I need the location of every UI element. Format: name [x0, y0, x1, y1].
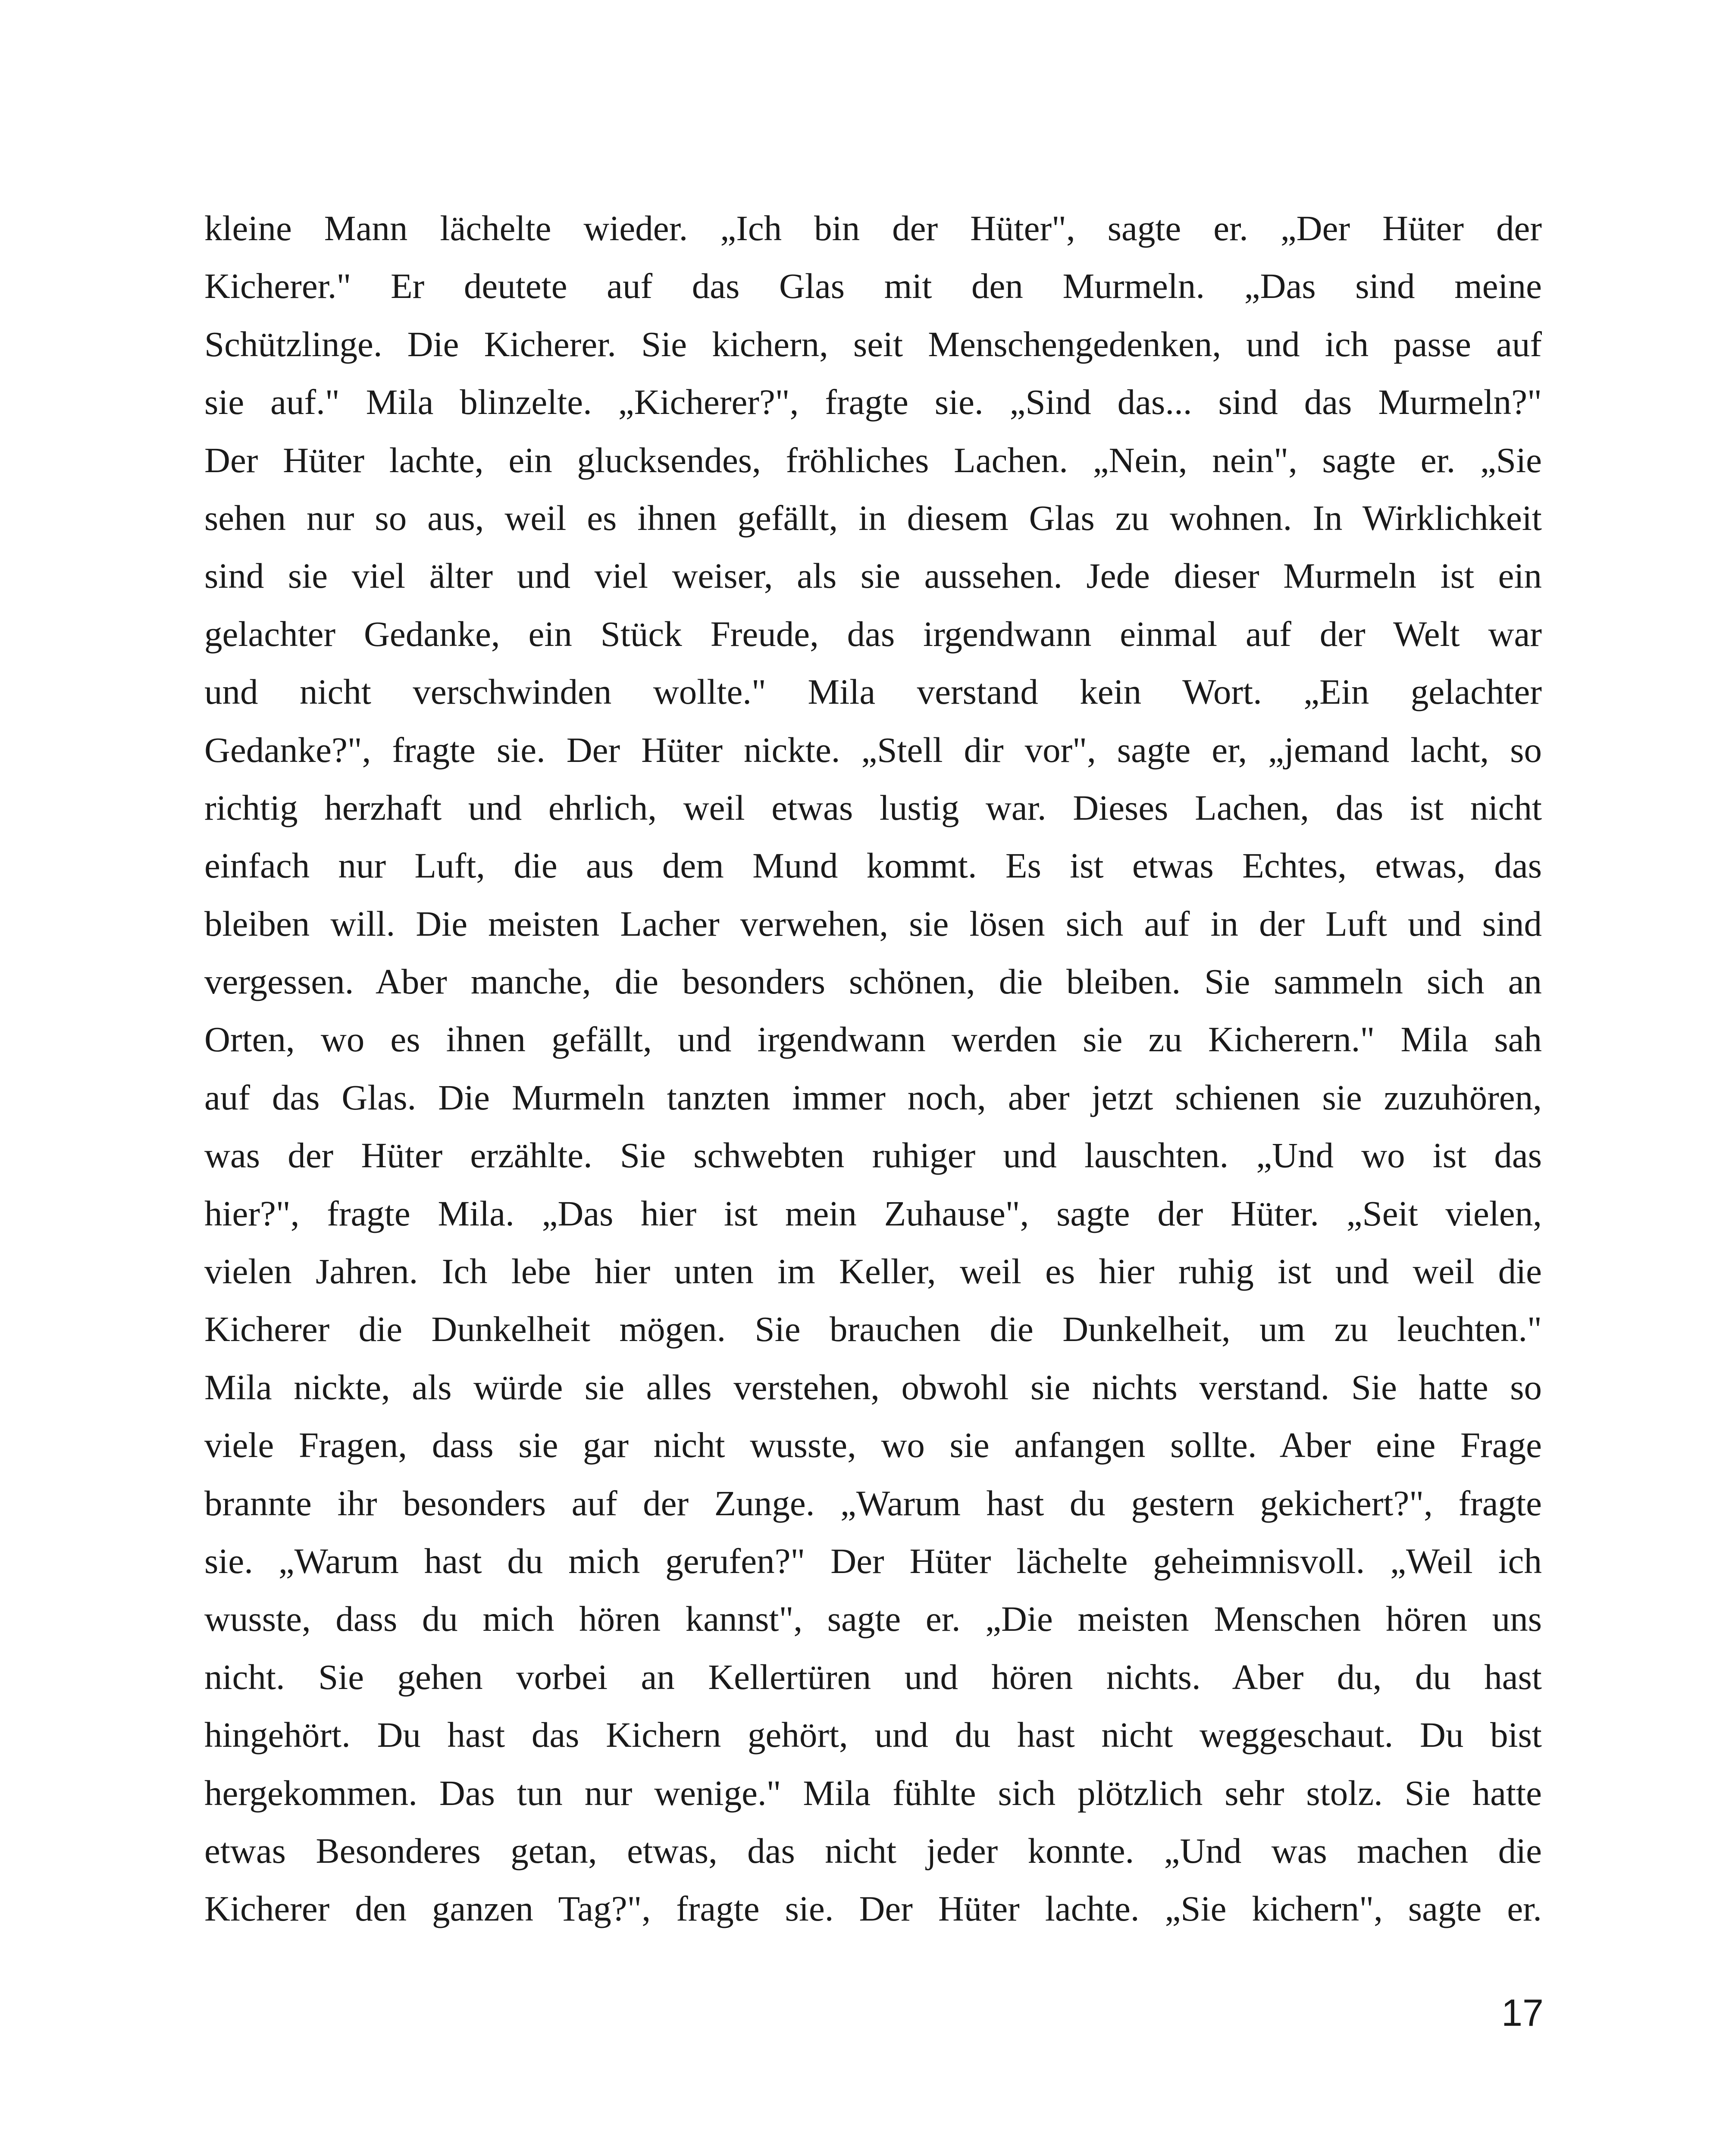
text-line: hingehört. Du hast das Kichern gehört, und du hast nicht weggeschaut. Du bist [204, 1715, 1542, 1755]
text-line: kleine Mann lächelte wieder. „Ich bin der Hüter", sagte er. „Der Hüter der [204, 208, 1542, 248]
text-line: Der Hüter lachte, ein glucksendes, fröhliches Lachen. „Nein, nein", sagte er. „Sie [204, 440, 1542, 480]
text-line: Mila nickte, als würde sie alles verstehen, obwohl sie nichts verstand. Sie hatte so [204, 1367, 1542, 1407]
text-line: vergessen. Aber manche, die besonders schönen, die bleiben. Sie sammeln sich an [204, 962, 1542, 1002]
text-line: Kicherer." Er deutete auf das Glas mit den Murmeln. „Das sind meine [204, 266, 1542, 306]
text-line: bleiben will. Die meisten Lacher verwehen, sie lösen sich auf in der Luft und sind [204, 903, 1542, 943]
body-text [204, 199, 1542, 1938]
text-line: Schützlinge. Die Kicherer. Sie kichern, seit Menschengedenken, und ich passe auf [204, 324, 1542, 364]
text-line: Kicherer die Dunkelheit mögen. Sie brauchen die Dunkelheit, um zu leuchten." [204, 1309, 1542, 1349]
text-line: hier?", fragte Mila. „Das hier ist mein Zuhause", sagte der Hüter. „Seit vielen, [204, 1193, 1542, 1233]
text-line: brannte ihr besonders auf der Zunge. „Warum hast du gestern gekichert?", fragte [204, 1483, 1542, 1523]
text-line: gelachter Gedanke, ein Stück Freude, das irgendwann einmal auf der Welt war [204, 614, 1542, 654]
text-line: einfach nur Luft, die aus dem Mund kommt. Es ist etwas Echtes, etwas, das [204, 846, 1542, 886]
text-line: was der Hüter erzählte. Sie schwebten ruhiger und lauschten. „Und wo ist das [204, 1135, 1542, 1175]
text-line: viele Fragen, dass sie gar nicht wusste, wo sie anfangen sollte. Aber eine Frage [204, 1425, 1542, 1465]
text-line: richtig herzhaft und ehrlich, weil etwas lustig war. Dieses Lachen, das ist nicht [204, 787, 1542, 827]
text-line: Orten, wo es ihnen gefällt, und irgendwann werden sie zu Kicherern." Mila sah [204, 1019, 1542, 1059]
text-line: Kicherer den ganzen Tag?", fragte sie. Der Hüter lachte. „Sie kichern", sagte er. [204, 1889, 1542, 1929]
text-line: sehen nur so aus, weil es ihnen gefällt, in diesem Glas zu wohnen. In Wirklichkeit [204, 498, 1542, 538]
text-line: auf das Glas. Die Murmeln tanzten immer noch, aber jetzt schienen sie zuzuhören, [204, 1077, 1542, 1117]
text-line: sie. „Warum hast du mich gerufen?" Der Hüter lächelte geheimnisvoll. „Weil ich [204, 1541, 1542, 1581]
text-line: Gedanke?", fragte sie. Der Hüter nickte. „Stell dir vor", sagte er, „jemand lacht, so [204, 730, 1542, 770]
text-line: etwas Besonderes getan, etwas, das nicht jeder konnte. „Und was machen die [204, 1830, 1542, 1871]
text-line: und nicht verschwinden wollte." Mila verstand kein Wort. „Ein gelachter [204, 672, 1542, 712]
text-line: sind sie viel älter und viel weiser, als sie aussehen. Jede dieser Murmeln ist ein [204, 556, 1542, 596]
text-line: hergekommen. Das tun nur wenige." Mila fühlte sich plötzlich sehr stolz. Sie hatte [204, 1773, 1542, 1813]
page-number: 17 [1501, 1991, 1544, 2034]
text-line: vielen Jahren. Ich lebe hier unten im Keller, weil es hier ruhig ist und weil die [204, 1251, 1542, 1291]
text-line: nicht. Sie gehen vorbei an Kellertüren und hören nichts. Aber du, du hast [204, 1657, 1542, 1697]
text-line: wusste, dass du mich hören kannst", sagte er. „Die meisten Menschen hören uns [204, 1599, 1542, 1639]
text-line: sie auf." Mila blinzelte. „Kicherer?", fragte sie. „Sind das... sind das Murmeln?" [204, 382, 1542, 422]
